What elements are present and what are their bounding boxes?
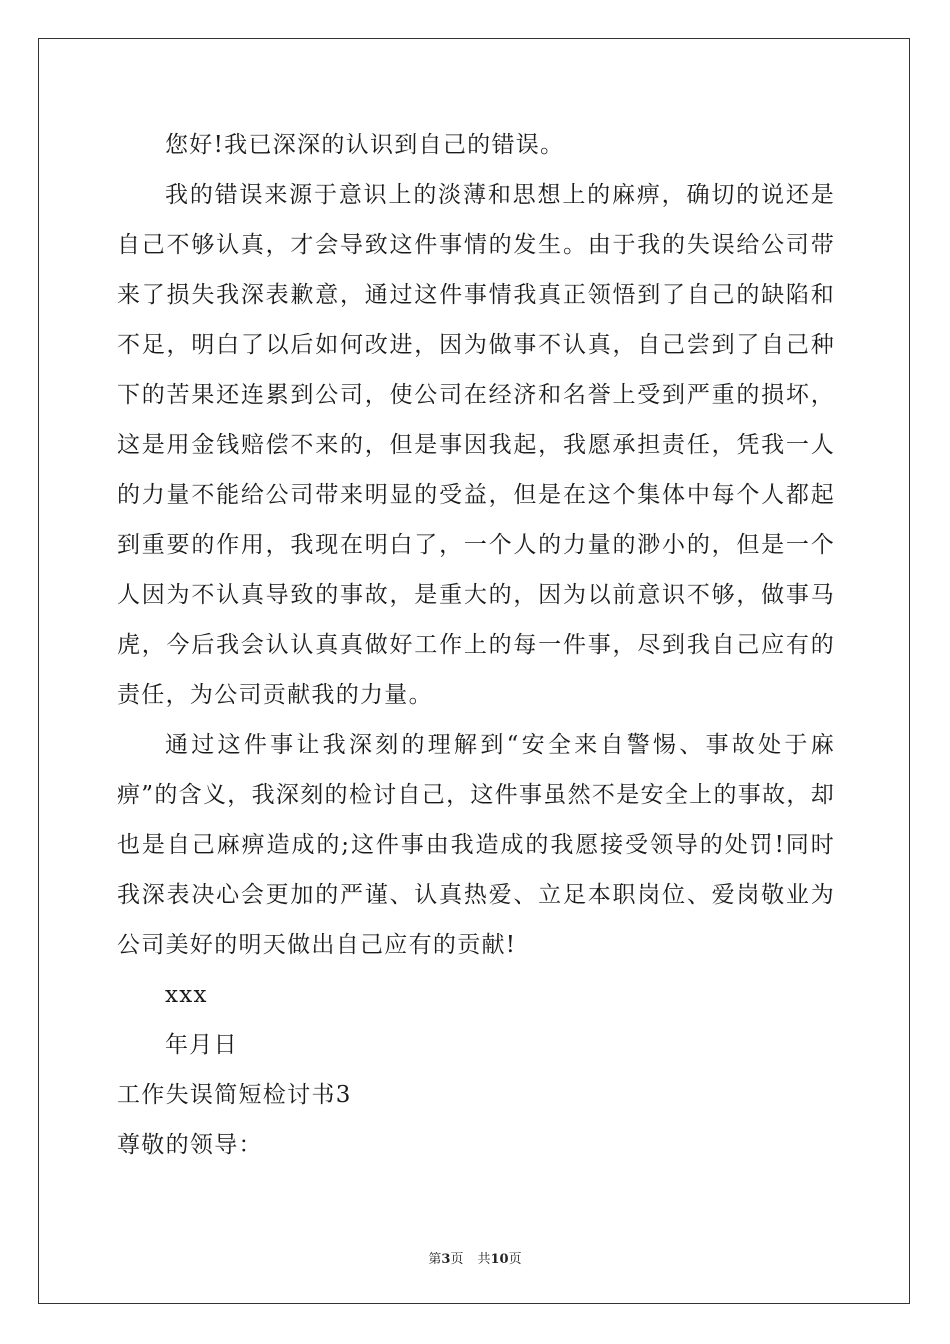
page-current: 3 <box>441 1252 451 1267</box>
document-body <box>117 120 835 1170</box>
page-footer <box>0 1248 950 1267</box>
total-prefix: 共 <box>477 1252 491 1267</box>
total-suffix: 页 <box>508 1252 522 1267</box>
salutation: 尊敬的领导： <box>117 1132 263 1158</box>
section-title: 工作失误简短检讨书3 <box>117 1082 352 1108</box>
signature-date: 年月日 <box>165 1032 238 1058</box>
signature-name: xxx <box>165 982 208 1008</box>
page-suffix: 页 <box>450 1252 464 1267</box>
page-prefix: 第 <box>428 1252 442 1267</box>
page-total: 10 <box>490 1252 509 1267</box>
greeting-paragraph: 您好!我已深深的认识到自己的错误。 <box>165 132 565 158</box>
body-paragraph-1: 我的错误来源于意识上的淡薄和思想上的麻痹，确切的说还是自己不够认真，才会导致这件事情的发生。由于我的失误给公司带来了损失我深表歉意，通过这件事情我真正领悟到了自己的缺陷和不足，明白了以后如何改进，因为做事不认真，自己尝到了自己种下的苦果还连累到公司，使公司在经济和名誉上受到严重的损坏，这是用金钱赔偿不来的，但是事因我起，我愿承担责任，凭我一人的力量不能给公司带来明显的受益，但是在这个集体中每个人都起到重要的作用，我现在明白了，一个人的力量的渺小的，但是一个人因为不认真导致的事故，是重大的，因为以前意识不够，做事马虎，今后我会认认真真做好工作上的每一件事，尽到我自己应有的责任，为公司贡献我的力量。 <box>117 182 835 708</box>
body-paragraph-2: 通过这件事让我深刻的理解到“安全来自警惕、事故处于麻痹”的含义，我深刻的检讨自己，这件事虽然不是安全上的事故，却也是自己麻痹造成的;这件事由我造成的我愿接受领导的处罚!同时我深表决心会更加的严谨、认真热爱、立足本职岗位、爱岗敬业为公司美好的明天做出自己应有的贡献! <box>117 732 835 958</box>
